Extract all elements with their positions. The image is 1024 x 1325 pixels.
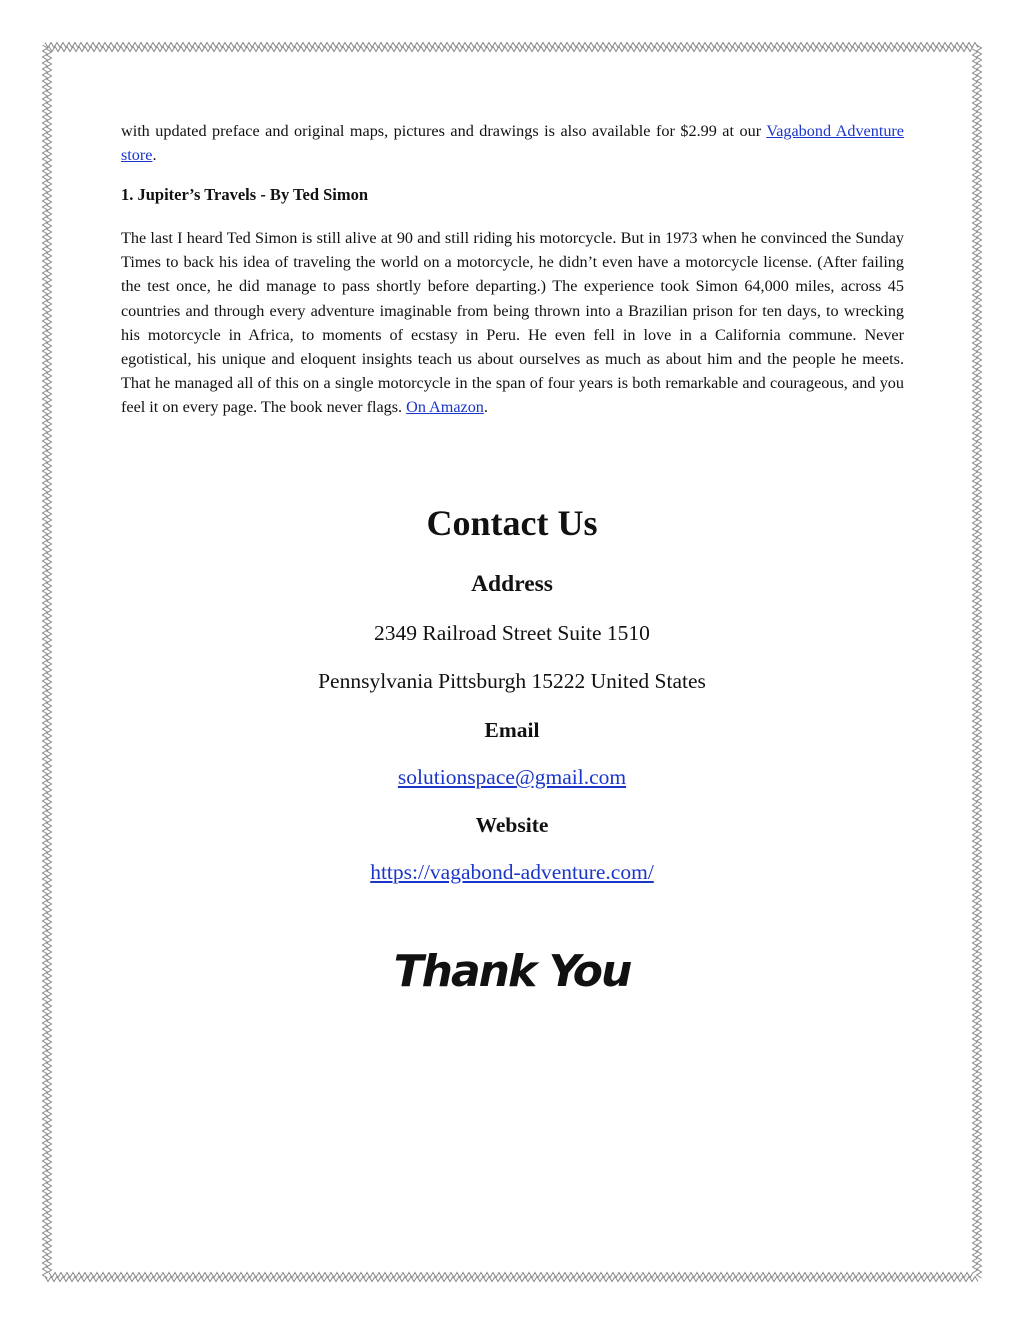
website-link[interactable]: https://vagabond-adventure.com/ (370, 860, 654, 884)
book-paragraph (121, 226, 904, 420)
address-label: Address (471, 571, 553, 597)
amazon-link[interactable]: On Amazon (406, 398, 484, 417)
contact-title: Contact Us (426, 503, 598, 543)
website-label: Website (475, 813, 549, 837)
book-body: The last I heard Ted Simon is still alive at 90 and still riding his motorcycle. But in 1973 when he convinced the Sunday Times to back his idea of traveling the world on a motorcycle, he didn’t even have a motorcycle license. (After failing the test once, he did manage to pass shortly before departing.) The experience took Simon 64,000 miles, across 45 countries and through every adventure imaginable from being thrown into a Brazilian prison for ten days, to wrecking his motorcycle in Africa, to moments of ecstasy in Peru. He even fell in love in a California commune. Never egotistical, his unique and eloquent insights teach us about ourselves as much as about him and the people he meets. That he managed all of this on a single motorcycle in the span of four years is both remarkable and courageous, and you feel it on every page. The book never flags. (121, 229, 904, 417)
intro-end: . (152, 146, 157, 165)
book-heading: 1. Jupiter’s Travels - By Ted Simon (121, 185, 369, 204)
intro-text: with updated preface and original maps, pictures and drawings is also available for $2.99 at our (121, 122, 767, 140)
address-line-1: 2349 Railroad Street Suite 1510 (374, 621, 650, 645)
thank-you-text: Thank You (393, 946, 631, 997)
book-end: . (483, 398, 488, 417)
vagabond-store-link[interactable]: Vagabond Adventure store (121, 122, 904, 165)
website-paragraph (0, 860, 1024, 885)
email-paragraph (0, 765, 1024, 790)
email-link[interactable]: solutionspace@gmail.com (397, 765, 627, 789)
intro-paragraph (121, 119, 904, 167)
email-label: Email (484, 718, 540, 742)
address-line-2: Pennsylvania Pittsburgh 15222 United States (318, 669, 706, 693)
